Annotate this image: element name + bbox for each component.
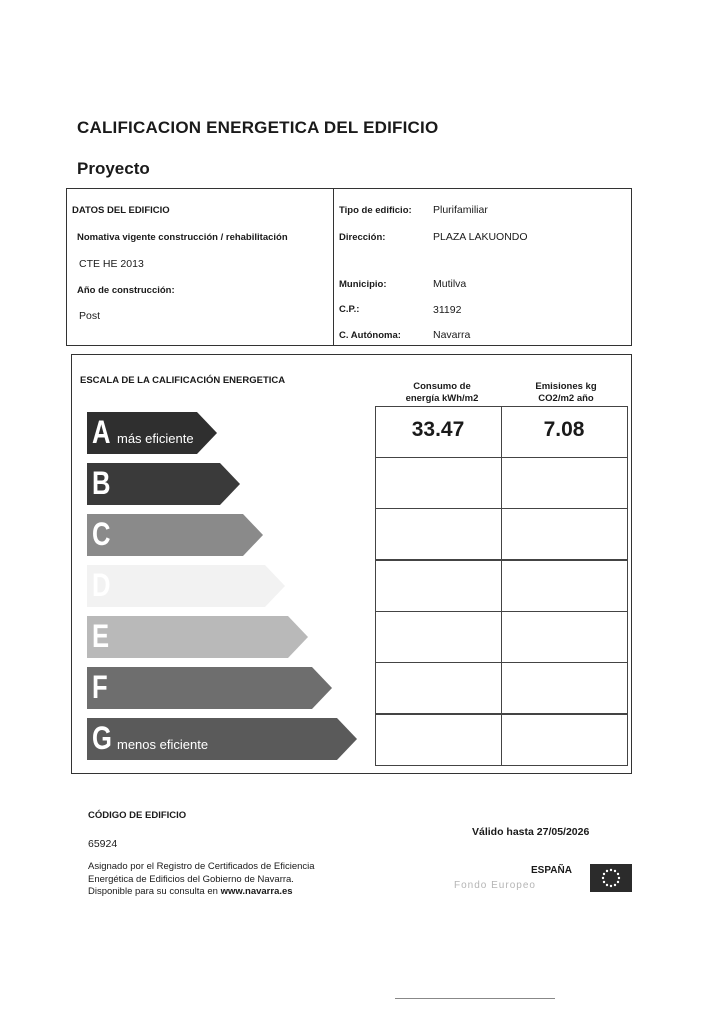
postal-code-value: 31192 bbox=[433, 304, 462, 316]
rating-arrow-shape bbox=[87, 616, 308, 658]
rating-bar-g bbox=[87, 718, 357, 760]
building-type-value: Plurifamiliar bbox=[433, 204, 488, 216]
rating-bar-c bbox=[87, 514, 263, 556]
rating-grid-cell bbox=[375, 457, 502, 509]
consumption-header-line1: Consumo de bbox=[413, 381, 471, 392]
rating-bar-f bbox=[87, 667, 332, 709]
document-subtitle: Proyecto bbox=[77, 159, 150, 178]
emissions-header-line1: Emisiones kg bbox=[535, 381, 597, 392]
rating-grid bbox=[375, 406, 627, 766]
rating-bar-d bbox=[87, 565, 285, 607]
country-label: ESPAÑA bbox=[531, 865, 572, 876]
rating-description: menos eficiente bbox=[117, 737, 209, 752]
faint-fund-text: Fondo Europeo bbox=[454, 880, 536, 891]
address-value: PLAZA LAKUONDO bbox=[433, 231, 528, 243]
building-type-label: Tipo de edificio: bbox=[339, 205, 412, 216]
municipality-label: Municipio: bbox=[339, 279, 387, 290]
postal-code-label: C.P.: bbox=[339, 304, 360, 315]
registry-note-prefix: Disponible para su consulta en bbox=[88, 886, 221, 897]
rating-arrow-shape bbox=[87, 514, 263, 556]
emissions-header-line2: CO2/m2 año bbox=[538, 393, 594, 404]
region-value: Navarra bbox=[433, 329, 471, 341]
rating-grid-cell bbox=[375, 508, 502, 560]
rating-letter: D bbox=[92, 567, 111, 603]
rating-grid-cell bbox=[375, 611, 502, 663]
rating-description: más eficiente bbox=[117, 431, 194, 446]
registry-note-line1: Asignado por el Registro de Certificados de Eficiencia bbox=[88, 861, 315, 872]
building-code-label: CÓDIGO DE EDIFICIO bbox=[88, 810, 187, 821]
rating-grid-cell bbox=[375, 714, 502, 766]
registry-link[interactable]: www.navarra.es bbox=[220, 886, 293, 897]
rating-arrow-shape bbox=[87, 667, 332, 709]
rating-letter: C bbox=[92, 516, 111, 552]
address-label: Dirección: bbox=[339, 232, 386, 243]
registry-note-line2: Energética de Edificios del Gobierno de Navarra. bbox=[88, 873, 294, 885]
rating-letter: E bbox=[92, 618, 110, 654]
rating-grid-cell bbox=[501, 508, 628, 560]
rating-letter: A bbox=[92, 414, 111, 450]
eu-flag-icon bbox=[590, 864, 632, 892]
regulation-label: Nomativa vigente construcción / rehabilitación bbox=[77, 232, 288, 243]
year-label: Año de construcción: bbox=[77, 285, 175, 296]
rating-letter: G bbox=[92, 720, 112, 756]
consumption-header-line2: energía kWh/m2 bbox=[405, 393, 479, 404]
energy-scale-title: ESCALA DE LA CALIFICACIÓN ENERGETICA bbox=[80, 375, 286, 386]
rating-letter: F bbox=[92, 669, 108, 705]
consumption-header bbox=[380, 381, 504, 405]
municipality-value: Mutilva bbox=[433, 278, 467, 290]
rating-grid-cell bbox=[501, 714, 628, 766]
year-value: Post bbox=[79, 310, 101, 322]
registry-note-line3 bbox=[88, 886, 315, 899]
rating-grid-cell bbox=[501, 662, 628, 714]
valid-until: Válido hasta 27/05/2026 bbox=[472, 826, 590, 838]
rating-grid-cell bbox=[375, 560, 502, 612]
rating-bar-e bbox=[87, 616, 308, 658]
regulation-value: CTE HE 2013 bbox=[79, 258, 144, 270]
rating-bar-a bbox=[87, 412, 217, 454]
rating-grid-cell bbox=[375, 662, 502, 714]
document-title: CALIFICACION ENERGETICA DEL EDIFICIO bbox=[77, 118, 439, 137]
rating-arrow-shape bbox=[87, 565, 285, 607]
rating-grid-cell bbox=[501, 611, 628, 663]
bottom-rule bbox=[395, 998, 555, 999]
emissions-value: 7.08 bbox=[543, 418, 585, 441]
building-data-divider bbox=[333, 188, 334, 346]
registry-note bbox=[88, 861, 315, 899]
region-label: C. Autónoma: bbox=[339, 330, 401, 341]
rating-grid-cell bbox=[501, 560, 628, 612]
building-data-heading: DATOS DEL EDIFICIO bbox=[72, 205, 170, 216]
rating-grid-cell bbox=[501, 457, 628, 509]
rating-letter: B bbox=[92, 465, 111, 501]
building-code-value: 65924 bbox=[88, 838, 118, 850]
rating-bar-b bbox=[87, 463, 240, 505]
consumption-value: 33.47 bbox=[411, 418, 465, 441]
emissions-header bbox=[504, 381, 628, 405]
